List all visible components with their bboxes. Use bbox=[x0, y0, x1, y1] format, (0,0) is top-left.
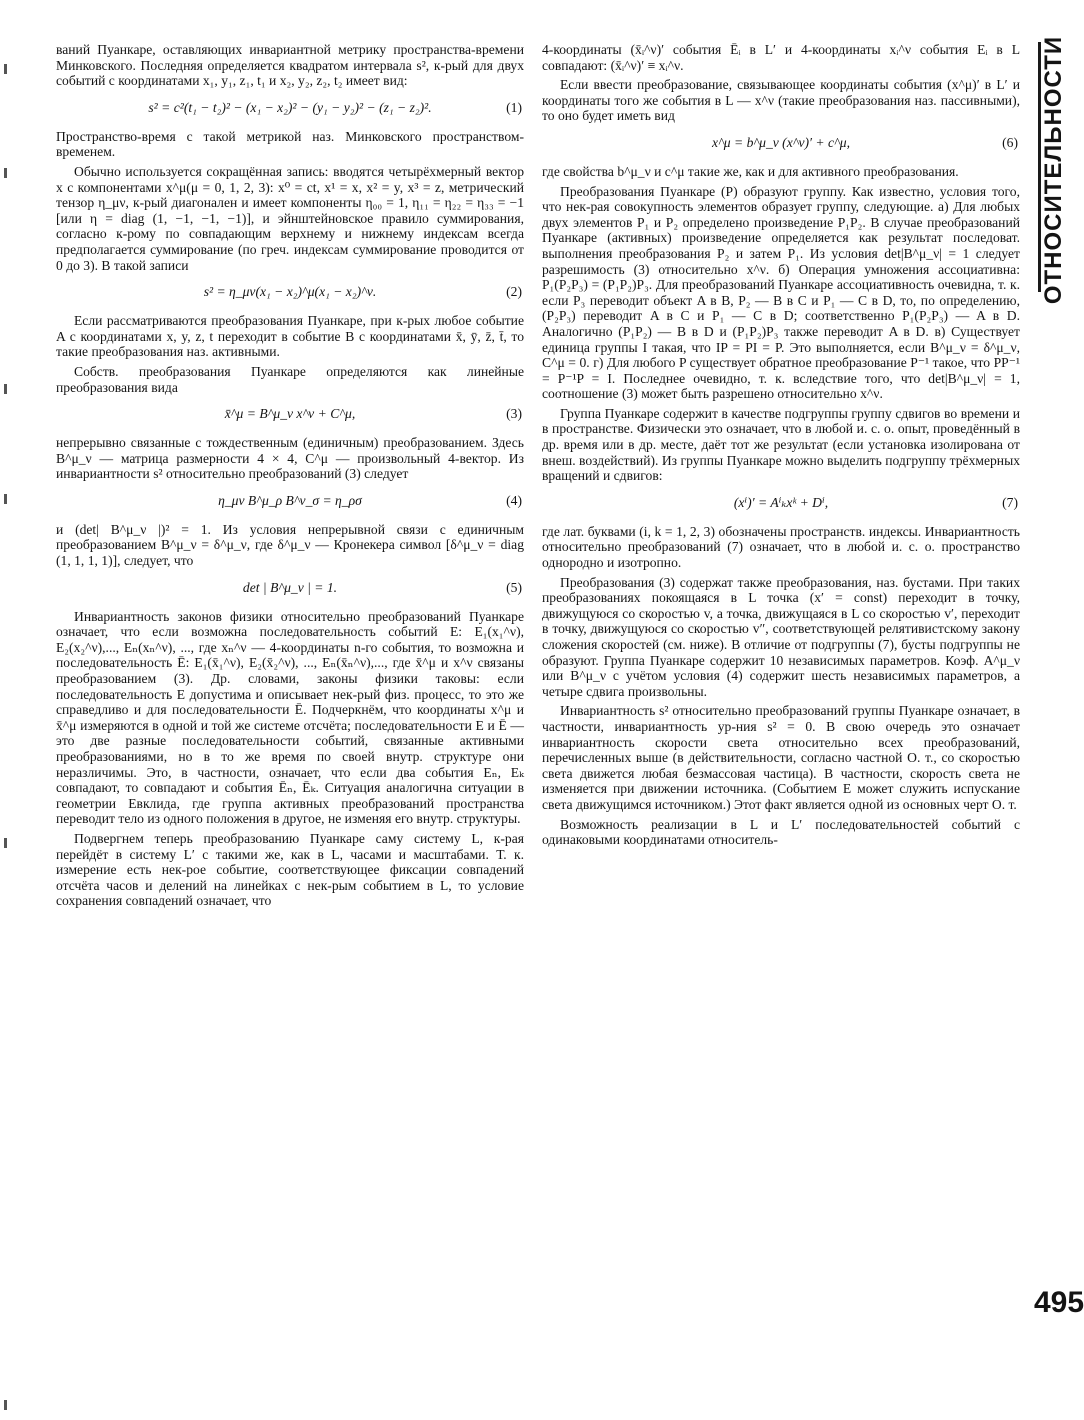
margin-mark bbox=[4, 1400, 7, 1410]
margin-mark bbox=[4, 494, 7, 504]
equation-7 bbox=[542, 492, 1020, 514]
paragraph: Если рассматриваются преобразования Пуанкаре, при к-рых любое событие A с координатами x, y, z, t переходит в событие B с координатами x̄, ȳ, z̄, t̄, то такие преобразования наз. активными. bbox=[56, 313, 524, 360]
margin-mark bbox=[4, 168, 7, 178]
paragraph: Обычно используется сокращённая запись: вводятся четырёхмерный вектор x с компонентами x^μ(μ = 0, 1, 2, 3): x⁰ = ct, x¹ = x, x² = y, x³ = z, метрический тензор η_μν, к-рый диагонален и имеет компоненты η₀₀ = 1, η₁₁ = η₂₂ = η₃₃ = −1 [или η = diag (1, −1, −1, −1)], и эйнштейновское правило суммирования, согласно к-рому по совпадающим верхнему и нижнему индексам всегда предполагается суммирование (по греч. индексам суммирование проводится от 0 до 3). В такой записи bbox=[56, 163, 524, 273]
paragraph: где лат. буквами (i, k = 1, 2, 3) обозначены пространств. индексы. Инвариантность относительно преобразований (7) означает, что в любой и. с. о. пространство однородно и изотропно. bbox=[542, 523, 1020, 571]
paragraph: Возможность реализации в L и L′ последовательностей событий с одинаковыми координатами относитель- bbox=[542, 816, 1020, 848]
paragraph: где свойства b^μ_ν и c^μ такие же, как и для активного преобразования. bbox=[542, 163, 959, 179]
equation-4 bbox=[56, 490, 524, 512]
equation-body: det | B^μ_ν | = 1. bbox=[242, 579, 338, 595]
equation-number: (5) bbox=[506, 579, 522, 595]
margin-mark bbox=[4, 384, 7, 394]
paragraph: Инвариантность законов физики относительно преобразований Пуанкаре означает, что если возможна последовательность событий E: E₁(x₁^ν), E₂(x₂^ν),..., Eₙ(xₙ^ν), ..., где xₙ^ν — 4-координаты n-го события, то возможна и последовательность Ē: E₁(x̄₁^ν), E₂(x̄₂^ν), ..., Eₙ(x̄ₙ^ν),..., где x̄^μ и x^ν связаны преобразованием (3). Др. словами, законы физики таковы: если последовательность E допустима и описывает нек-рый физ. процесс, то это же справедливо и для последовательности Ē. Подчеркнём, что координаты x^μ и x̄^μ измеряются в одной и той же системе отсчёта; последовательности E и Ē — это две разные последовательности событий, связанные активными преобразованиями, но в то же время по своей внутр. структуре они неразличимы. Это, в частности, означает, что если два события Eₙ, Eₖ совпадают, то совпадают и события Ēₙ, Ēₖ. Ситуация аналогична ситуации в геометрии Евклида, где группа активных преобразований пространства переводит тело из одного положения в другое, не изменяя его внутр. структуры. bbox=[56, 608, 524, 827]
equation-2 bbox=[56, 281, 524, 303]
paragraph: 4-координаты (x̄ᵢ^ν)′ события Ēᵢ в L′ и 4-координаты xᵢ^ν события Eᵢ в L совпадают: (x̄ᵢ^ν)′ ≡ xᵢ^ν. bbox=[542, 42, 1020, 73]
paragraph: и (det| B^μ_ν |)² = 1. Из условия непрерывной связи с единичным преобразованием B^μ_ν = δ^μ_ν, где δ^μ_ν — Кронекера символ [δ^μ_ν = diag (1, 1, 1, 1)], следует, что bbox=[56, 521, 524, 569]
equation-number: (6) bbox=[1002, 135, 1018, 151]
equation-number: (3) bbox=[506, 406, 522, 422]
equation-body: x^μ = b^μ_ν (x^ν)′ + c^μ, bbox=[712, 135, 850, 151]
left-column bbox=[56, 42, 524, 913]
paragraph: Группа Пуанкаре содержит в качестве подгруппы группу сдвигов во времени и в пространстве. Физически это означает, что в любой и. с. о. опыт, проведённый в др. время или в др. месте, даёт тот же результат (если установка изолирована от внеш. воздействий). Из группы Пуанкаре можно выделить подгруппу трёхмерных вращений и сдвигов: bbox=[542, 405, 1020, 484]
equation-body: x̄^μ = B^μ_ν x^ν + C^μ, bbox=[224, 406, 356, 422]
paragraph: Преобразования (3) содержат также преобразования, наз. бустами. При таких преобразованиях покоящаяся в L точка (x′ = const) переходит в точку, движущуюся со скоростью v, а точка, движущаяся в L со скоростью v′, переходит в точку, движущуюся со скоростью v″, соответствующей релятивистскому закону сложения скоростей (см. ниже). В отличие от подгруппы (7), бусты подгруппы не образуют. Группа Пуанкаре содержит 10 независимых параметров. Коэф. A^μ_ν или B^μ_ν с учётом условия (4) содержит шесть независимых параметров, а четыре сдвига произвольны. bbox=[542, 574, 1020, 699]
paragraph: ваний Пуанкаре, оставляющих инвариантной метрику пространства-времени Минковского. Последняя определяется квадратом интервала s², к-рый для двух событий с координатами x₁, y₁, z₁, t₁ и x₂, y₂, z₂, t₂ имеет вид: bbox=[56, 42, 524, 89]
equation-5 bbox=[56, 577, 524, 599]
paragraph: непрерывно связанные с тождественным (единичным) преобразованием. Здесь B^μ_ν — матрица размерности 4 × 4, C^μ — произвольный 4-вектор. Из инвариантности s² относительно преобразований (3) следует bbox=[56, 435, 524, 482]
equation-6 bbox=[542, 132, 1020, 154]
equation-3 bbox=[56, 403, 524, 425]
paragraph: Подвергнем теперь преобразованию Пуанкаре саму систему L, к-рая перейдёт в систему L′ с такими же, как в L, часами и масштабами. Т. к. измерение есть нек-рое событие, соответствующее фиксации совпадений отсчёта часов и делений на линейках с нек-рым событием в L, то условие сохранения совпадений означает, что bbox=[56, 830, 524, 909]
equation-body: (xⁱ)′ = Aⁱₖxᵏ + Dⁱ, bbox=[733, 495, 829, 511]
paragraph: Если ввести преобразование, связывающее координаты события (x^μ)′ в L′ и координаты того же события в L — x^ν (такие преобразования наз. пассивными), то оно будет иметь вид bbox=[542, 77, 1020, 124]
running-head bbox=[1034, 35, 1074, 305]
paragraph: Преобразования Пуанкаре (P) образуют группу. Как известно, условия того, что нек-рая совокупность элементов образует группу, следующие. а) Для любых двух элементов P₁ и P₂ определено произведение P₁P₂. В случае преобразований Пуанкаре (активных) произведение определяется как результат последоват. выполнения преобразования P₂ и затем P₁. Из условия det|B^μ_ν| = 1 следует разрешимость (3) относительно x^ν. б) Операция умножения ассоциативна: P₁(P₂P₃) = (P₁P₂)P₃. Для преобразований Пуанкаре ассоциативность очевидна, т. к. если P₃ переводит объект A в B, P₂ — B в C и P₁ — C в D, то, по определению, (P₂P₃) переводит A в C и P₁ — C в D; соответственно P₁(P₂P₃) — A в D. Аналогично (P₁P₂) — B в D и (P₁P₂)P₃ также переводит A в D. в) Существует единица группы I такая, что IP = PI = P. Это выполняется, если B^μ_ν = δ^μ_ν, C^μ = 0. г) Для любого P существует обратное преобразование P⁻¹ такое, что PP⁻¹ = P⁻¹P = I. Последнее очевидно, т. к. вследствие того, что det|B^μ_ν| = 1, соотношение (3) может быть разрешено относительно x^ν. bbox=[542, 183, 1020, 402]
section-title: ОТНОСИТЕЛЬНОСТИ bbox=[1040, 35, 1067, 305]
paragraph: Собств. преобразования Пуанкаре определяются как линейные преобразования вида bbox=[56, 363, 524, 395]
equation-body: s² = η_μν(x₁ − x₂)^μ(x₁ − x₂)^ν. bbox=[203, 284, 377, 300]
right-column bbox=[542, 42, 1020, 852]
margin-mark bbox=[4, 64, 7, 74]
margin-mark bbox=[4, 838, 7, 848]
equation-body: s² = c²(t₁ − t₂)² − (x₁ − x₂)² − (y₁ − y₂)² − (z₁ − z₂)². bbox=[148, 99, 432, 115]
equation-number: (2) bbox=[506, 284, 522, 300]
equation-1 bbox=[56, 97, 524, 119]
paragraph: Пространство-время с такой метрикой наз. Минковского пространством-временем. bbox=[56, 128, 524, 160]
equation-number: (1) bbox=[506, 99, 522, 115]
paragraph: Инвариантность s² относительно преобразований группы Пуанкаре означает, в частности, инвариантность ур-ния s² = 0. В свою очередь это означает инвариантность скорости света относительно всех преобразований, перечисленных выше (в действительности, согласно частной О. т., со скоростью света движется любая безмассовая частица). В частности, скорость света не изменяется при движении источника. (Событием E может служить испускание света движущимся источником.) Этот факт является одной из основных черт О. т. bbox=[542, 703, 1020, 812]
equation-number: (4) bbox=[506, 493, 522, 509]
equation-body: η_μν B^μ_ρ B^ν_σ = η_ρσ bbox=[218, 493, 362, 509]
page-number: 495 bbox=[1034, 1286, 1084, 1319]
equation-number: (7) bbox=[1002, 495, 1018, 511]
